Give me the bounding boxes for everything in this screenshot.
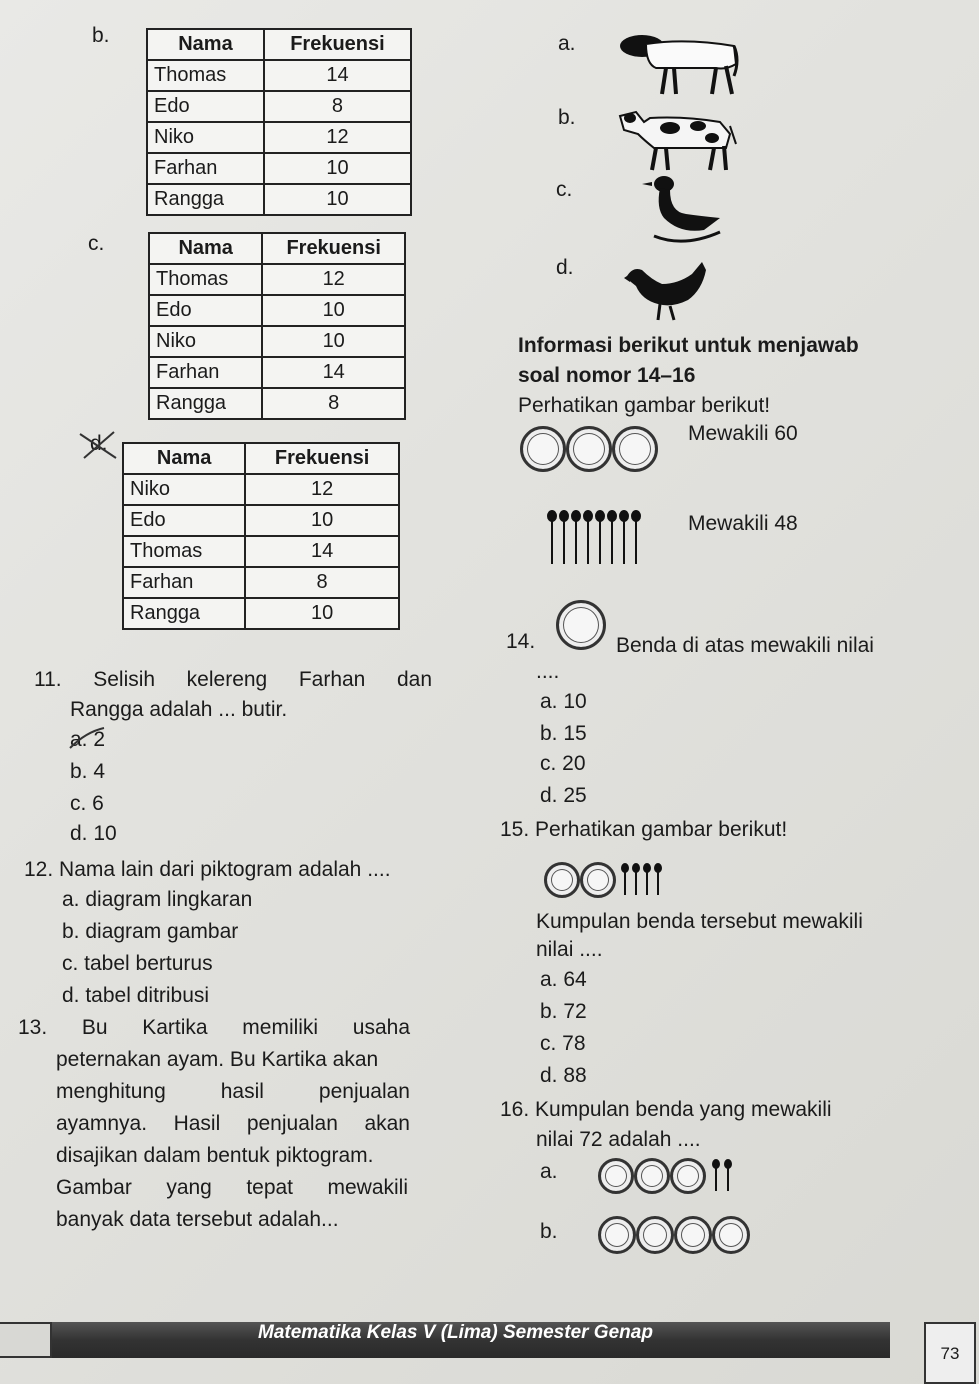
table-cell: 14 [262,357,405,388]
q13-line4: ayamnya. Hasil penjualan akan [56,1112,410,1135]
q11-line1: 11. Selisih kelereng Farhan dan [34,668,432,691]
table-cell: 12 [245,474,399,505]
table-d [122,442,400,630]
table-row [149,295,405,326]
table-row [147,91,411,122]
table-cell: Niko [147,122,264,153]
plate-icon [544,862,580,898]
table-header: Frekuensi [262,233,405,264]
table-row [123,474,399,505]
q16-option-b-pictogram [598,1216,750,1254]
table-cell: Farhan [123,567,245,598]
table-cell: Rangga [149,388,262,419]
plate-icon [556,600,606,650]
animal-label-b: b. [558,106,576,129]
q13-line2: peternakan ayam. Bu Kartika akan [56,1048,379,1071]
table-row [149,264,405,295]
q14-option-c: c. 20 [540,752,586,775]
table-cell: Edo [147,91,264,122]
spoons-legend-icon [546,508,650,566]
table-row [149,357,405,388]
q11-option-b: b. 4 [70,760,106,783]
table-header: Frekuensi [245,443,399,474]
table-cell: Rangga [147,184,264,215]
q13-line6: Gambar yang tepat mewakili [56,1176,408,1199]
duck-icon [640,172,724,250]
info-title-line2: soal nomor 14–16 [518,364,696,387]
table-cell: 8 [245,567,399,598]
q11-line2: Rangga adalah ... butir. [70,698,288,721]
table-cell: 10 [264,153,411,184]
q12-option-c: c. tabel berturus [62,952,213,975]
q12-option-a: a. diagram lingkaran [62,888,253,911]
q14-option-b: b. 15 [540,722,587,745]
q13-line7: banyak data tersebut adalah... [56,1208,339,1231]
q14-cont: .... [536,660,560,683]
table-cell: 10 [262,295,405,326]
table-cell: Thomas [149,264,262,295]
table-row [123,598,399,629]
table-c [148,232,406,420]
table-b [146,28,412,216]
plate-icon [670,1158,706,1194]
plate-icon [566,426,612,472]
table-row [149,388,405,419]
table-cell: 14 [264,60,411,91]
info-instruction: Perhatikan gambar berikut! [518,394,771,417]
animal-label-d: d. [556,256,574,279]
q14-number: 14. [506,630,536,653]
q12-option-d: d. tabel ditribusi [62,984,210,1007]
info-title-line1: Informasi berikut untuk menjawab [518,334,859,357]
table-cell: Rangga [123,598,245,629]
q14-text: Benda di atas mewakili nilai [616,634,874,657]
chicken-icon [622,256,710,322]
footer-left-tab [0,1322,52,1358]
table-cell: 8 [264,91,411,122]
plate-icon [674,1216,712,1254]
q15-question: 15. Perhatikan gambar berikut! [500,818,788,841]
table-cell: Niko [149,326,262,357]
table-cell: Niko [123,474,245,505]
table-cell: Farhan [149,357,262,388]
q15-pictogram [544,862,670,898]
q12-option-b: b. diagram gambar [62,920,239,943]
q15-line1: Kumpulan benda tersebut mewakili [536,910,863,933]
table-c-label: c. [88,232,105,255]
answer-mark-icon [66,726,106,752]
cross-mark-icon [76,428,120,462]
table-cell: Farhan [147,153,264,184]
table-cell: 14 [245,536,399,567]
animal-label-a: a. [558,32,576,55]
q15-option-a: a. 64 [540,968,587,991]
q15-option-d: d. 88 [540,1064,587,1087]
table-cell: Thomas [147,60,264,91]
table-row [149,326,405,357]
q13-line5: disajikan dalam bentuk piktogram. [56,1144,374,1167]
q16-line1: 16. Kumpulan benda yang mewakili [500,1098,832,1121]
table-cell: 10 [262,326,405,357]
q12-question: 12. Nama lain dari piktogram adalah .... [24,858,391,881]
plate-icon [520,426,566,472]
table-cell: Thomas [123,536,245,567]
table-row [147,153,411,184]
table-row [147,184,411,215]
plate-icon [634,1158,670,1194]
q15-option-c: c. 78 [540,1032,586,1055]
q11-option-d: d. 10 [70,822,117,845]
q13-line1: 13. Bu Kartika memiliki usaha [18,1016,410,1039]
table-cell: 12 [264,122,411,153]
q13-line3: menghitung hasil penjualan [56,1080,410,1103]
table-header: Frekuensi [264,29,411,60]
legend-spoons-text: Mewakili 48 [688,512,798,535]
table-cell: Edo [123,505,245,536]
plate-icon [712,1216,750,1254]
table-row [147,60,411,91]
spoons-icon [620,863,670,897]
q14-option-a: a. 10 [540,690,587,713]
plate-icon [580,862,616,898]
page-number: 73 [924,1322,976,1384]
q16-option-a-pictogram [598,1158,736,1194]
table-cell: Edo [149,295,262,326]
q16-line2: nilai 72 adalah .... [536,1128,701,1151]
table-cell: 10 [245,505,399,536]
table-header: Nama [147,29,264,60]
table-cell: 10 [245,598,399,629]
table-header: Nama [123,443,245,474]
plate-icon [598,1216,636,1254]
q11-option-c: c. 6 [70,792,104,815]
animal-label-c: c. [556,178,573,201]
spoons-icon [710,1159,736,1193]
q15-line2: nilai .... [536,938,603,961]
table-cell: 10 [264,184,411,215]
q16-option-a: a. [540,1160,558,1183]
cow-icon [614,104,738,174]
table-row [147,122,411,153]
legend-plates-text: Mewakili 60 [688,422,798,445]
table-row [123,536,399,567]
table-cell: 12 [262,264,405,295]
q11-option-a: a. 2 [70,728,106,751]
table-row [123,567,399,598]
table-cell: 8 [262,388,405,419]
table-row [123,505,399,536]
plate-icon [598,1158,634,1194]
footer-title: Matematika Kelas V (Lima) Semester Genap [258,1322,653,1343]
plates-legend [520,426,658,472]
plate-icon [612,426,658,472]
q16-option-b: b. [540,1220,558,1243]
table-header: Nama [149,233,262,264]
q14-option-d: d. 25 [540,784,587,807]
sheep-icon [616,30,744,100]
plate-icon [636,1216,674,1254]
table-b-label: b. [92,24,110,47]
table-d-label: d. [90,432,108,455]
q15-option-b: b. 72 [540,1000,587,1023]
